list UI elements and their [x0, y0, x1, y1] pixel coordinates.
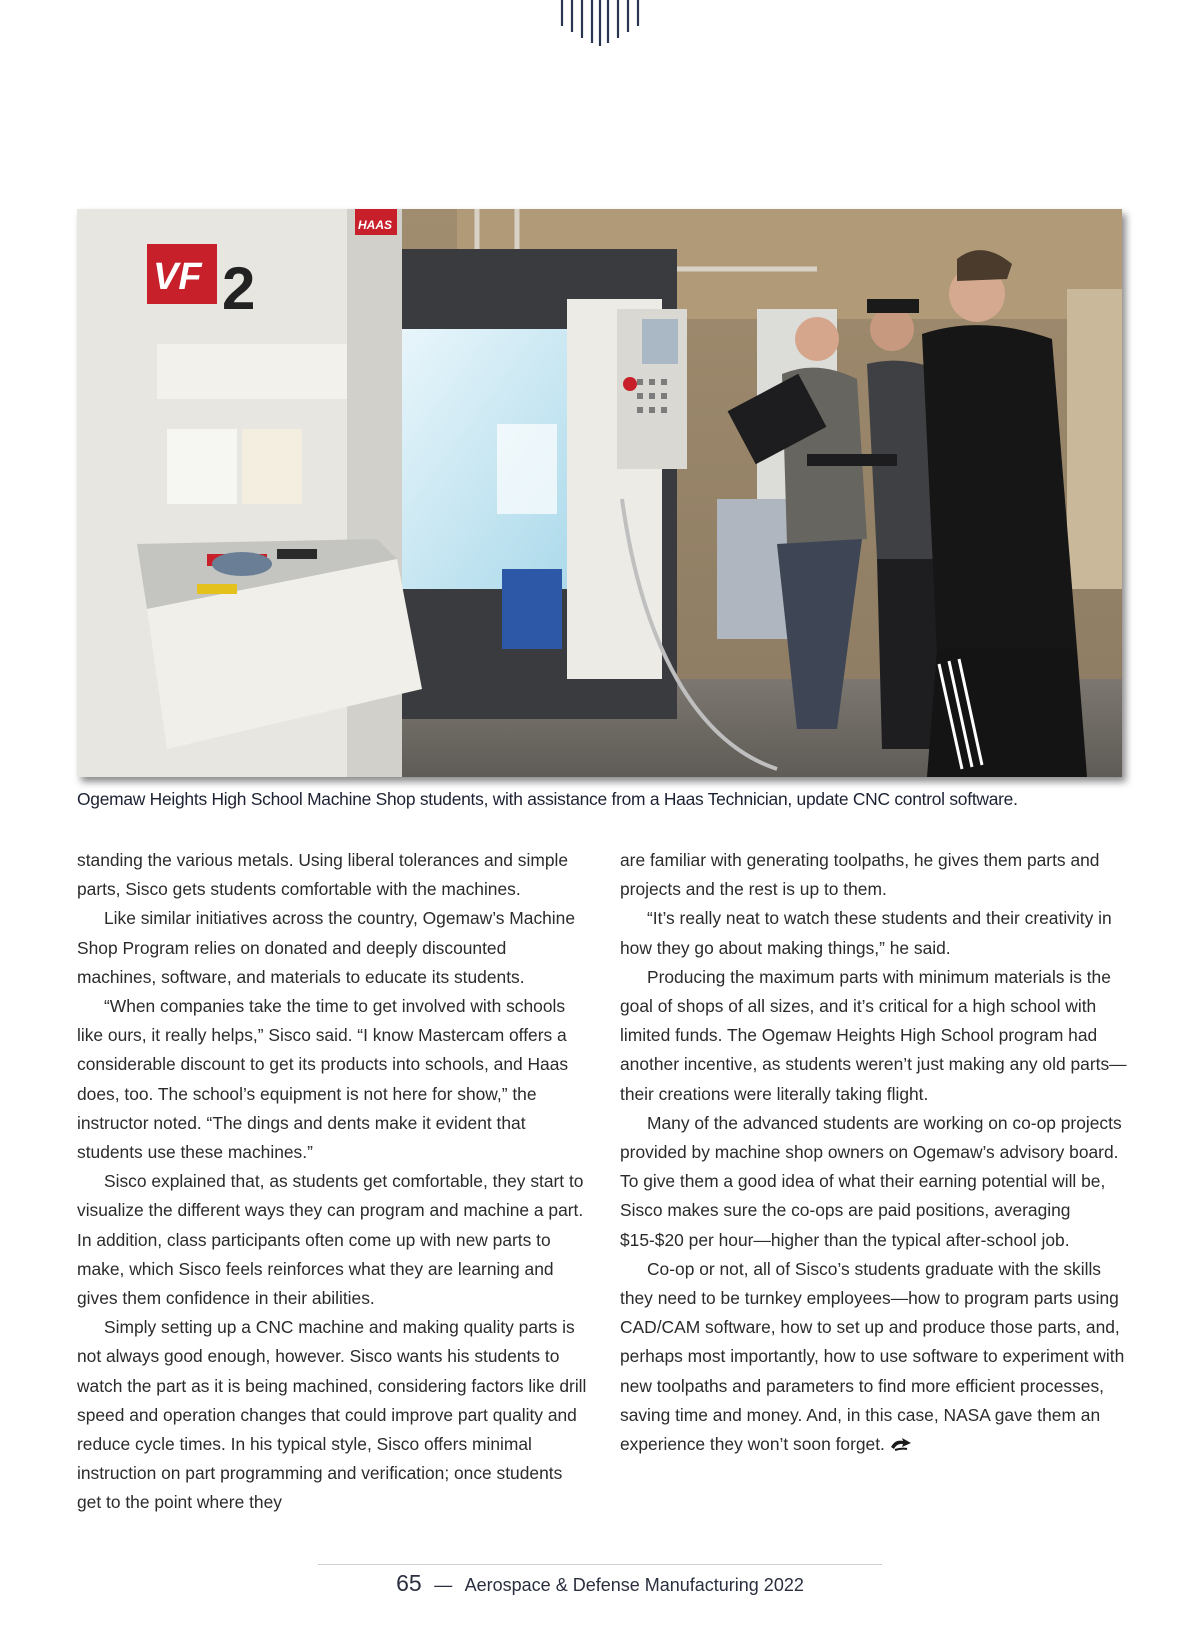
paragraph: Producing the maximum parts with minimum materials is the goal of shops of all sizes, and it’s critical for a high school with limited funds. The Ogemaw Heights High School program had another incentive, as students weren’t just making any old parts—their creations were literally taking flight. [620, 966, 1127, 1104]
paragraph: “When companies take the time to get involved with schools like ours, it really helps,” Sisco said. “I know Mastercam offers a considerable discount to get its products into schools, and Haas does, too. The school’s equipment is not here for show,” the instructor noted. “The dings and dents make it evident that students use these machines.” [77, 996, 569, 1163]
page-footer [0, 1570, 1200, 1597]
article-photo [77, 209, 1122, 777]
footer-separator: — [434, 1575, 453, 1595]
footer-divider [318, 1564, 882, 1565]
paragraph-last [620, 1255, 1130, 1459]
paragraph-text: Co-op or not, all of Sisco’s students graduate with the skills they need to be turnkey employees—how to program parts using CAD/CAM software, how to set up and produce those parts, and, perhaps most importantly, how to use software to experiment with new toolpaths and parameters to find more efficient processes, saving time and money. And, in this case, NASA gave them an experience they won’t soon forget. [620, 1258, 1125, 1455]
paragraph: Like similar initiatives across the country, Ogemaw’s Machine Shop Program relies on donated and deeply discounted machines, software, and materials to educate its students. [77, 908, 576, 987]
machine-label: VF [153, 256, 202, 298]
article-column-left [77, 846, 587, 1518]
paragraph: Simply setting up a CNC machine and making quality parts is not always good enough, however. Sisco wants his students to watch the part as it is being machined, considering factors like drill speed and operation changes that could improve part quality and reduce cycle times. In his typical style, Sisco offers minimal instruction on part programming and verification; once students get to the point where they [77, 1317, 587, 1513]
decorative-lines-ornament [558, 0, 642, 48]
cnc-machine-shop-photo [77, 209, 1122, 777]
paragraph: are familiar with generating toolpaths, he gives them parts and projects and the rest is up to them. [620, 850, 1100, 900]
machine-number: 2 [222, 255, 256, 322]
page-number: 65 [396, 1570, 422, 1596]
end-of-article-icon [889, 1438, 913, 1452]
paragraph: “It’s really neat to watch these students and their creativity in how they go about making things,” he said. [620, 908, 1112, 958]
paragraph: Many of the advanced students are working on co-op projects provided by machine shop owners on Ogemaw’s advisory board. To give them a good idea of what their earning potential will be, Sisco makes sure the co-ops are paid positions, averaging $15-$20 per hour—higher than the typical after-school job. [620, 1112, 1122, 1250]
photo-caption: Ogemaw Heights High School Machine Shop students, with assistance from a Haas Technician, update CNC control software. [77, 789, 1018, 809]
paragraph: standing the various metals. Using liberal tolerances and simple parts, Sisco gets students comfortable with the machines. [77, 850, 569, 900]
article-column-right [620, 846, 1130, 1459]
publication-title: Aerospace & Defense Manufacturing 2022 [464, 1575, 804, 1595]
paragraph: Sisco explained that, as students get comfortable, they start to visualize the different ways they can program and machine a part. In addition, class participants often come up with new parts to make, which Sisco feels reinforces what they are learning and gives them confidence in their abilities. [77, 1171, 584, 1309]
brand-label: HAAS [358, 218, 393, 232]
